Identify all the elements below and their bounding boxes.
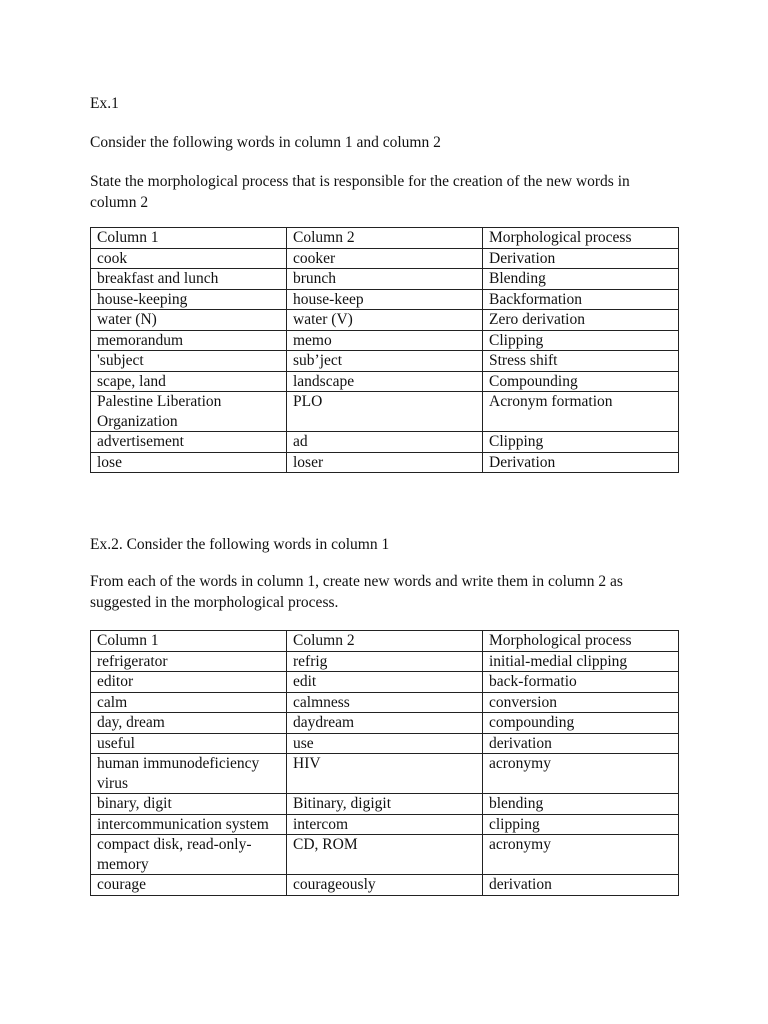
cell-word: intercommunication system [91, 814, 287, 835]
cell-new-word: water (V) [287, 310, 483, 331]
cell-word: 'subject [91, 351, 287, 372]
cell-new-word: house-keep [287, 289, 483, 310]
table-row [91, 794, 679, 815]
cell-new-word: courageously [287, 875, 483, 896]
cell-process: Derivation [483, 452, 679, 473]
table-row [91, 371, 679, 392]
cell-new-word: ad [287, 432, 483, 453]
table-row [91, 351, 679, 372]
cell-word: compact disk, read-only-memory [91, 835, 287, 875]
cell-new-word: refrig [287, 651, 483, 672]
ex1-instruction-2: State the morphological process that is responsible for the creation of the new words in column 2 [90, 173, 630, 211]
cell-word: useful [91, 733, 287, 754]
table-row [91, 692, 679, 713]
table-row [91, 269, 679, 290]
cell-word: calm [91, 692, 287, 713]
cell-process: derivation [483, 733, 679, 754]
cell-process: Backformation [483, 289, 679, 310]
cell-new-word: calmness [287, 692, 483, 713]
table-row [91, 713, 679, 734]
cell-process: Stress shift [483, 351, 679, 372]
table-row [91, 289, 679, 310]
cell-word: Palestine Liberation Organization [91, 392, 287, 432]
cell-new-word: loser [287, 452, 483, 473]
cell-process: clipping [483, 814, 679, 835]
table-row [91, 651, 679, 672]
cell-new-word: HIV [287, 754, 483, 794]
ex2-header-col2: Column 2 [287, 631, 483, 652]
cell-new-word: use [287, 733, 483, 754]
cell-new-word: intercom [287, 814, 483, 835]
cell-word: house-keeping [91, 289, 287, 310]
table-row [91, 432, 679, 453]
ex1-header-col3: Morphological process [483, 228, 679, 249]
cell-new-word: PLO [287, 392, 483, 432]
ex1-header-col2: Column 2 [287, 228, 483, 249]
cell-new-word: cooker [287, 248, 483, 269]
cell-process: conversion [483, 692, 679, 713]
table-row [91, 672, 679, 693]
cell-word: breakfast and lunch [91, 269, 287, 290]
cell-word: editor [91, 672, 287, 693]
table-row [91, 248, 679, 269]
cell-process: Clipping [483, 432, 679, 453]
table-row [91, 835, 679, 875]
ex2-header-row [91, 631, 679, 652]
cell-word: cook [91, 248, 287, 269]
ex2-table [90, 630, 679, 896]
cell-process: Clipping [483, 330, 679, 351]
cell-process: Compounding [483, 371, 679, 392]
cell-word: day, dream [91, 713, 287, 734]
ex2-header-col3: Morphological process [483, 631, 679, 652]
cell-new-word: brunch [287, 269, 483, 290]
ex2-header-col1: Column 1 [91, 631, 287, 652]
cell-word: scape, land [91, 371, 287, 392]
cell-new-word: Bitinary, digigit [287, 794, 483, 815]
cell-process: derivation [483, 875, 679, 896]
cell-word: memorandum [91, 330, 287, 351]
cell-process: Zero derivation [483, 310, 679, 331]
cell-word: courage [91, 875, 287, 896]
ex1-header-col1: Column 1 [91, 228, 287, 249]
table-row [91, 330, 679, 351]
cell-word: lose [91, 452, 287, 473]
ex1-table [90, 227, 679, 473]
table-row [91, 452, 679, 473]
cell-process: Blending [483, 269, 679, 290]
cell-new-word: daydream [287, 713, 483, 734]
cell-process: back-formatio [483, 672, 679, 693]
cell-process: Derivation [483, 248, 679, 269]
cell-process: Acronym formation [483, 392, 679, 432]
cell-process: blending [483, 794, 679, 815]
cell-word: advertisement [91, 432, 287, 453]
cell-process: initial-medial clipping [483, 651, 679, 672]
ex1-title: Ex.1 [90, 95, 119, 112]
cell-new-word: memo [287, 330, 483, 351]
cell-new-word: edit [287, 672, 483, 693]
table-row [91, 733, 679, 754]
cell-word: refrigerator [91, 651, 287, 672]
ex2-title: Ex.2. Consider the following words in column 1 [90, 536, 390, 553]
cell-word: human immunodeficiency virus [91, 754, 287, 794]
cell-word: binary, digit [91, 794, 287, 815]
ex2-instruction: From each of the words in column 1, create new words and write them in column 2 as suggested in the morphological process. [90, 573, 623, 611]
cell-process: acronymy [483, 754, 679, 794]
table-row [91, 875, 679, 896]
cell-new-word: sub’ject [287, 351, 483, 372]
table-row [91, 814, 679, 835]
ex1-header-row [91, 228, 679, 249]
cell-new-word: CD, ROM [287, 835, 483, 875]
table-row [91, 392, 679, 432]
cell-process: compounding [483, 713, 679, 734]
cell-new-word: landscape [287, 371, 483, 392]
table-row [91, 754, 679, 794]
ex1-instruction-1: Consider the following words in column 1 and column 2 [90, 134, 441, 151]
cell-process: acronymy [483, 835, 679, 875]
table-row [91, 310, 679, 331]
cell-word: water (N) [91, 310, 287, 331]
